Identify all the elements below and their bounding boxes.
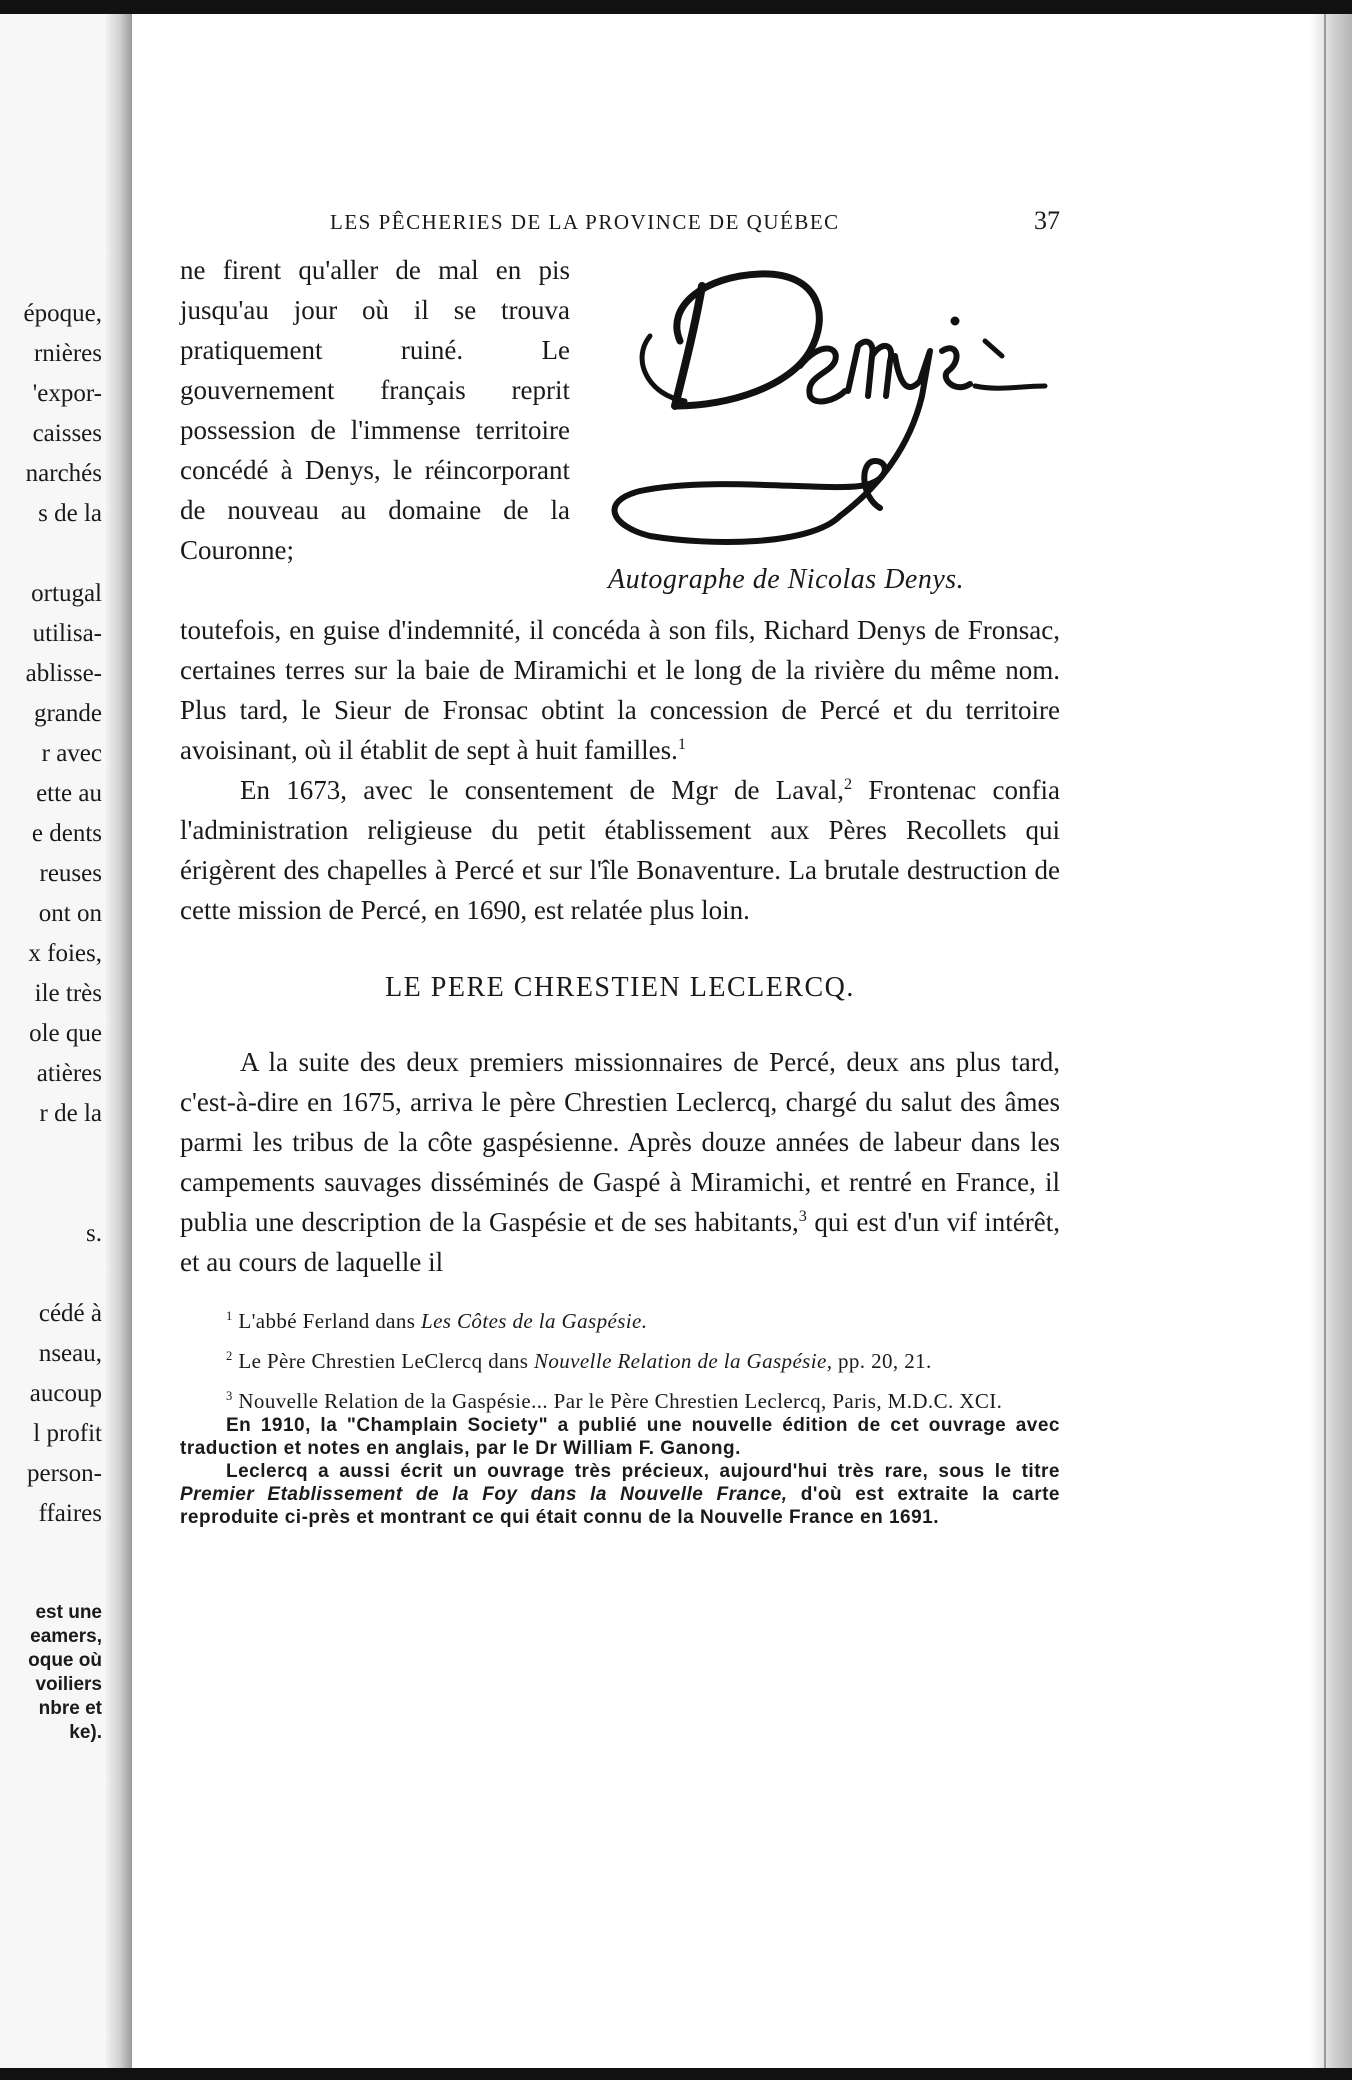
running-head: LES PÊCHERIES DE LA PROVINCE DE QUÉBEC (330, 210, 840, 234)
footnote-3-continuation (180, 1414, 1060, 1529)
facing-page-text-line: caisses (32, 420, 102, 447)
facing-page-footnote-line: oque où (28, 1650, 102, 1671)
footnote-1-title: Les Côtes de la Gaspésie. (421, 1309, 648, 1333)
facing-page-text-line: époque, (23, 300, 102, 327)
facing-page-footnote-line: voiliers (35, 1674, 102, 1695)
facing-page-text-line: ont on (38, 900, 102, 927)
facing-page-text-line: ole que (29, 1020, 102, 1047)
footnote-1 (180, 1308, 1060, 1334)
facing-page-text-line: reuses (39, 860, 102, 887)
facing-page-footnote-line: nbre et (38, 1698, 102, 1719)
footnote-3-number: 3 (226, 1389, 233, 1403)
footnote-1-number: 1 (226, 1309, 233, 1323)
facing-page-text-line: ile très (34, 980, 102, 1007)
footnote-2-title: Nouvelle Relation de la Gaspésie, (533, 1349, 833, 1373)
facing-page-text-line: e dents (31, 820, 102, 847)
scan-top-border (0, 0, 1352, 14)
paragraph-laval (180, 770, 1060, 930)
footnote-3-paragraph-3-a: Leclercq a aussi écrit un ouvrage très précieux, aujourd'hui très rare, sous le titre (226, 1461, 1060, 1482)
continuation-text: toutefois, en guise d'indemnité, il concéda à son fils, Richard Denys de Fronsac, certaines terres sur la baie de Miramichi et le long de la rivière du même nom. Plus tard, le Sieur de Fronsac obtint la concession de Percé et du territoire avoisinant, où il établit de sept à huit familles. (180, 615, 1060, 765)
facing-page-text-line: ablisse- (25, 660, 102, 687)
facing-page-text-line: r de la (39, 1100, 102, 1127)
footnote-3-paragraph-3 (180, 1460, 1060, 1529)
facing-page-footnote-line: ke). (69, 1722, 102, 1743)
paragraph-leclercq (180, 1042, 1060, 1282)
facing-page-footnote-line: eamers, (30, 1626, 102, 1647)
facing-page-footnote-line: est une (35, 1602, 102, 1623)
page-fold-shadow (106, 14, 132, 2068)
footnote-2-number: 2 (226, 1349, 233, 1363)
facing-page-text-line: rnières (33, 340, 102, 367)
footnotes (180, 1308, 1060, 1529)
page-number: 37 (1034, 206, 1060, 235)
facing-page-text-line: r avec (41, 740, 102, 767)
footnote-3-paragraph-2: En 1910, la "Champlain Society" a publié une nouvelle édition de cet ouvrage avec traduction et notes en anglais, par le Dr William F. Ganong. (180, 1415, 1060, 1459)
continuation-paragraph (180, 610, 1060, 770)
signature-block (180, 250, 1060, 610)
footnote-1-text: L'abbé Ferland dans (232, 1309, 421, 1333)
paragraph-leclercq-text-a: A la suite des deux premiers missionnaires de Percé, deux ans plus tard, c'est-à-dire en 1675, arriva le père Chrestien Leclercq, chargé du salut des âmes parmi les tribus de la côte gaspésienne. Après douze années de labeur dans les campements sauvages disséminés de Gaspé à Miramichi, et rentré en France, il publia une description de la Gaspésie et de ses habitants, (180, 1047, 1060, 1237)
scan-bottom-border (0, 2068, 1352, 2080)
denys-signature-image (590, 246, 1060, 566)
intro-paragraph: ne firent qu'aller de mal en pis jusqu'au jour où il se trouva pratiquement ruiné. Le gouvernement français reprit possession de l'immense territoire concédé à Denys, le réincorporant de nouveau au domaine de la Couronne; (180, 255, 570, 565)
facing-page-text-line: ortugal (31, 580, 102, 607)
facing-page-text-line: person- (27, 1460, 102, 1487)
facing-page-text-line: cédé à (38, 1300, 102, 1327)
book-page (180, 200, 1060, 1529)
page-header (180, 200, 1060, 250)
footnote-2-pages: pp. 20, 21. (832, 1349, 932, 1373)
facing-page-text-line: atières (36, 1060, 102, 1087)
footnote-2-text: Le Père Chrestien LeClercq dans (232, 1349, 534, 1373)
facing-page-text-line: l profit (33, 1420, 102, 1447)
footnote-ref-3: 3 (798, 1207, 807, 1225)
footnote-3-paragraph-3-b: d'où est extraite la carte reproduite ci-près et montrant ce qui était connu de la Nouvelle France en 1691. (180, 1484, 1060, 1528)
footnote-ref-1: 1 (677, 735, 686, 753)
paragraph-laval-text-b: Frontenac confia l'administration religieuse du petit établissement aux Pères Recollets qui érigèrent des chapelles à Percé et sur l'île Bonaventure. La brutale destruction de cette mission de Percé, en 1690, est relatée plus loin. (180, 775, 1061, 925)
facing-page-text-line: aucoup (29, 1380, 102, 1407)
facing-page-fragment (0, 14, 132, 2068)
footnote-ref-2: 2 (843, 775, 853, 793)
facing-page-text-line: nseau, (38, 1340, 102, 1367)
footnote-3 (180, 1388, 1060, 1414)
facing-page-text-line: ffaires (38, 1500, 102, 1527)
facing-page-text-line: narchés (25, 460, 102, 487)
paragraph-leclercq-text-b: qui est d'un vif intérêt, et au cours de laquelle il (180, 1207, 1060, 1277)
facing-page-text-line: grande (33, 700, 102, 727)
facing-page-text-line: utilisa- (32, 620, 102, 647)
facing-page-text-line: x foies, (28, 940, 102, 967)
facing-page-text-line: s. (86, 1220, 102, 1247)
paragraph-laval-text-a: En 1673, avec le consentement de Mgr de Laval, (240, 775, 844, 805)
signature-caption: Autographe de Nicolas Denys. (608, 564, 965, 595)
page-edge (1310, 14, 1352, 2068)
page-edge-line (1324, 14, 1326, 2068)
facing-page-text-line: ette au (36, 780, 102, 807)
section-title: LE PERE CHRESTIEN LECLERCQ. (385, 972, 855, 1003)
footnote-3-text: Nouvelle Relation de la Gaspésie... Par le Père Chrestien Leclercq, Paris, M.D.C. XCI. (232, 1389, 1003, 1413)
facing-page-text-line: s de la (38, 500, 102, 527)
facing-page-text-line: 'expor- (32, 380, 102, 407)
footnote-3-paragraph-3-title: Premier Etablissement de la Foy dans la Nouvelle France, (180, 1484, 788, 1505)
footnote-2 (180, 1348, 1060, 1374)
